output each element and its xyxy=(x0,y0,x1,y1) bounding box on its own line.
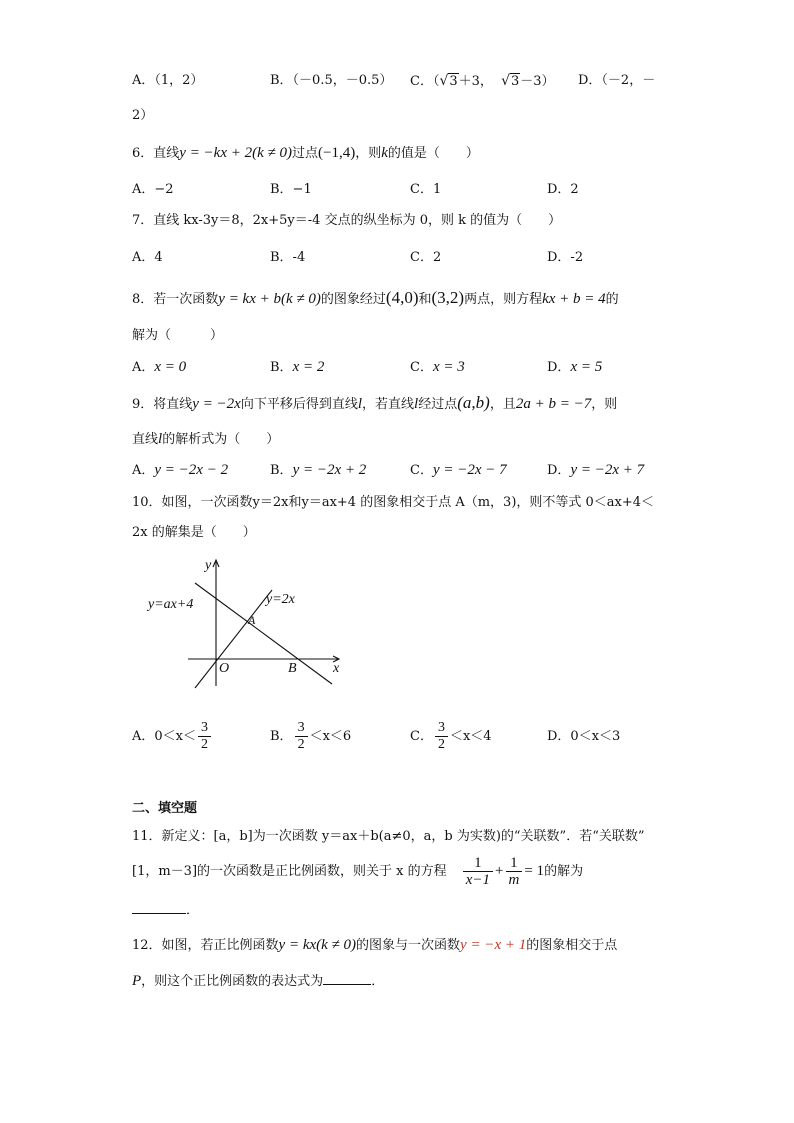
fraction-1-over-x-minus-1: $\frac{1}{x-1}$ xyxy=(463,855,493,888)
q9-option-c: C．y = −2x − 7 xyxy=(410,462,507,478)
q10-option-c: C． $\frac{3}{2}$ ＜x＜4 xyxy=(410,720,492,752)
q9-stem-cont: 直线l的解析式为（ ） xyxy=(132,431,280,447)
q8-option-c: C．x = 3 xyxy=(410,359,465,375)
q8-option-d: D．x = 5 xyxy=(547,359,603,375)
q7-option-b: B．-4 xyxy=(270,250,306,265)
x-axis-label: x xyxy=(333,661,340,676)
q5-option-d: D．（－2，－ xyxy=(578,73,656,88)
q11-line1: 11．新定义：[a，b]为一次函数 y＝ax＋b(a≠0，a，b 为实数)的“关联数”．若“关联数” xyxy=(132,829,645,844)
q6-option-b: B．−1 xyxy=(270,182,312,197)
q10-option-b: B． $\frac{3}{2}$ ＜x＜6 xyxy=(270,720,352,752)
q12-stem-cont: P，则这个正比例函数的表达式为 ． xyxy=(132,973,385,989)
q7-option-a: A．4 xyxy=(132,250,163,265)
q6-option-d: D．2 xyxy=(547,182,579,197)
q9-option-d: D．y = −2x + 7 xyxy=(547,462,645,478)
q10-option-d: D．0＜x＜3 xyxy=(547,729,621,744)
line2-label: y=2x xyxy=(266,592,295,607)
q8-stem-cont: 解为（ ） xyxy=(132,328,224,343)
point-b-label: B xyxy=(288,661,297,676)
q5-option-b: B．（－0.5，－0.5） xyxy=(270,73,393,88)
fraction: $\frac{3}{2}$ xyxy=(198,720,211,753)
q6-stem: 6．直线y = −kx + 2(k ≠ 0)过点(−1,4)，则k的值是（ ） xyxy=(132,145,479,161)
q5-option-d-cont: 2） xyxy=(132,108,154,123)
fraction: $\frac{3}{2}$ xyxy=(295,720,308,753)
q10-stem: 10．如图，一次函数y＝2x和y＝ax+4 的图象相交于点 A（m，3)，则不等式 0＜ax+4＜ xyxy=(132,495,655,510)
fraction: $\frac{3}{2}$ xyxy=(435,720,448,753)
point-a-label: A xyxy=(248,613,256,627)
q8-option-a: A．x = 0 xyxy=(132,359,187,375)
q9-option-a: A．y = −2x − 2 xyxy=(132,462,229,478)
q6-option-a: A．−2 xyxy=(132,182,174,197)
q7-option-d: D．-2 xyxy=(547,250,584,265)
line-2x xyxy=(195,590,272,688)
q7-stem: 7．直线 kx-3y＝8，2x+5y＝-4 交点的纵坐标为 0，则 k 的值为（ ） xyxy=(132,213,562,228)
q11-answer-blank[interactable]: ． xyxy=(132,901,199,920)
section-title: 二、填空题 xyxy=(132,801,198,816)
y-axis-label: y xyxy=(205,558,212,573)
q5-option-c: C．（√3＋3， √3－3） xyxy=(410,73,555,89)
q12-stem: 12．如图，若正比例函数y = kx(k ≠ 0)的图象与一次函数y = −x + 1的图象相交于点 xyxy=(132,937,618,953)
q10-stem-cont: 2x 的解集是（ ） xyxy=(132,525,256,540)
q8-stem: 8．若一次函数y = kx + b(k ≠ 0)的图象经过(4,0)和(3,2)两点，则方程kx + b = 4的 xyxy=(132,288,619,307)
q8-option-b: B．x = 2 xyxy=(270,359,325,375)
fraction-1-over-m: $\frac{1}{m}$ xyxy=(506,855,523,888)
q11-line2: [1，m－3]的一次函数是正比例函数，则关于 x 的方程 $\frac{1}{x-1}$ + $\frac{1}{m}$ = 1的解为 xyxy=(132,855,584,888)
q9-option-b: B．y = −2x + 2 xyxy=(270,462,367,478)
q7-option-c: C．2 xyxy=(410,250,442,265)
line1-label: y=ax+4 xyxy=(148,597,194,612)
q10-graph xyxy=(140,552,370,697)
q12-answer-blank[interactable] xyxy=(323,972,371,985)
q5-option-a: A．（1，2） xyxy=(132,73,204,88)
origin-label: O xyxy=(219,661,230,676)
q9-stem: 9．将直线y = −2x向下平移后得到直线l，若直线l经过点(a,b)，且2a + b = −7，则 xyxy=(132,393,618,412)
q6-option-c: C．1 xyxy=(410,182,442,197)
q10-option-a: A．0＜x＜ $\frac{3}{2}$ xyxy=(132,719,213,755)
